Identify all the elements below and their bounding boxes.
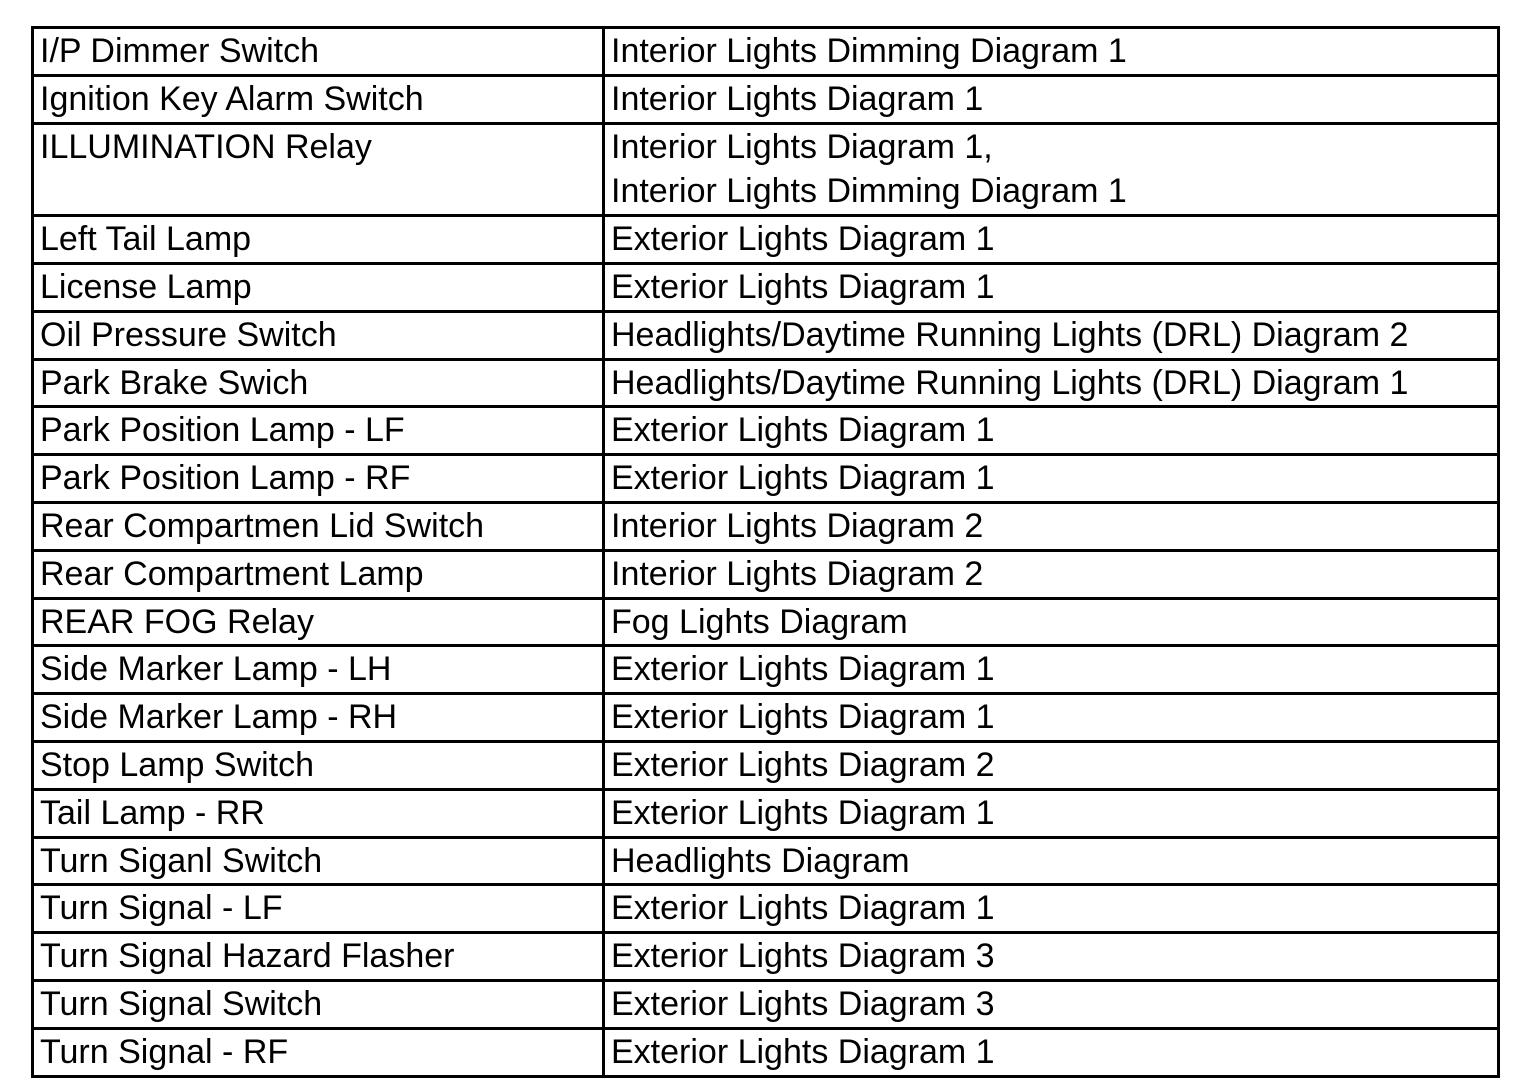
diagram-reference: Headlights Diagram	[611, 841, 910, 880]
diagram-cell	[604, 407, 1499, 455]
diagram-cell	[604, 216, 1499, 264]
diagram-reference: Interior Lights Diagram 1,	[611, 127, 993, 166]
table-row	[33, 741, 1499, 789]
table-row	[33, 885, 1499, 933]
component-index-table	[31, 26, 1500, 1078]
table-row	[33, 455, 1499, 503]
diagram-reference: Exterior Lights Diagram 3	[611, 984, 995, 1023]
table-row	[33, 359, 1499, 407]
diagram-cell	[604, 646, 1499, 694]
table-row	[33, 933, 1499, 981]
diagram-cell	[604, 123, 1499, 216]
table-row	[33, 123, 1499, 216]
diagram-cell	[604, 455, 1499, 503]
component-cell: REAR FOG Relay	[33, 598, 604, 646]
diagram-reference: Headlights/Daytime Running Lights (DRL) Diagram 2	[611, 315, 1409, 354]
table-row	[33, 263, 1499, 311]
diagram-reference: Exterior Lights Diagram 1	[611, 459, 995, 498]
diagram-reference: Exterior Lights Diagram 2	[611, 745, 995, 784]
diagram-cell	[604, 933, 1499, 981]
diagram-cell	[604, 741, 1499, 789]
diagram-cell	[604, 311, 1499, 359]
diagram-cell	[604, 502, 1499, 550]
component-cell: Park Brake Swich	[33, 359, 604, 407]
diagram-cell	[604, 789, 1499, 837]
diagram-reference: Headlights/Daytime Running Lights (DRL) Diagram 1	[611, 363, 1409, 402]
diagram-reference: Exterior Lights Diagram 1	[611, 1032, 995, 1071]
diagram-reference: Exterior Lights Diagram 3	[611, 937, 995, 976]
table-row	[33, 75, 1499, 123]
table-row	[33, 550, 1499, 598]
diagram-cell	[604, 1028, 1499, 1076]
component-cell: Park Position Lamp - RF	[33, 455, 604, 503]
table-row	[33, 407, 1499, 455]
table-row	[33, 216, 1499, 264]
component-cell: Left Tail Lamp	[33, 216, 604, 264]
table-row	[33, 598, 1499, 646]
component-cell: Oil Pressure Switch	[33, 311, 604, 359]
component-cell: Side Marker Lamp - LH	[33, 646, 604, 694]
component-cell: Turn Signal Switch	[33, 980, 604, 1028]
component-cell: Stop Lamp Switch	[33, 741, 604, 789]
table-row	[33, 311, 1499, 359]
diagram-reference: Interior Lights Dimming Diagram 1	[611, 172, 1127, 211]
table-row	[33, 28, 1499, 76]
diagram-cell	[604, 359, 1499, 407]
component-cell: ILLUMINATION Relay	[33, 123, 604, 216]
component-cell: Turn Signal - RF	[33, 1028, 604, 1076]
diagram-reference: Interior Lights Diagram 2	[611, 554, 984, 593]
component-cell: Rear Compartment Lamp	[33, 550, 604, 598]
diagram-cell	[604, 694, 1499, 742]
component-cell: Rear Compartmen Lid Switch	[33, 502, 604, 550]
diagram-reference: Fog Lights Diagram	[611, 602, 908, 641]
table-row	[33, 694, 1499, 742]
table-row	[33, 1028, 1499, 1076]
table-row	[33, 837, 1499, 885]
component-cell: Side Marker Lamp - RH	[33, 694, 604, 742]
component-cell: Tail Lamp - RR	[33, 789, 604, 837]
component-cell: Turn Signal Hazard Flasher	[33, 933, 604, 981]
diagram-cell	[604, 837, 1499, 885]
diagram-cell	[604, 598, 1499, 646]
table-row	[33, 980, 1499, 1028]
diagram-reference: Exterior Lights Diagram 1	[611, 698, 995, 737]
table-row	[33, 502, 1499, 550]
table-row	[33, 646, 1499, 694]
diagram-reference: Exterior Lights Diagram 1	[611, 267, 995, 306]
component-cell: I/P Dimmer Switch	[33, 28, 604, 76]
diagram-reference: Interior Lights Diagram 1	[611, 79, 984, 118]
component-cell: Ignition Key Alarm Switch	[33, 75, 604, 123]
diagram-reference: Interior Lights Dimming Diagram 1	[611, 32, 1127, 70]
diagram-cell	[604, 263, 1499, 311]
table-row	[33, 789, 1499, 837]
diagram-cell	[604, 28, 1499, 76]
component-cell: License Lamp	[33, 263, 604, 311]
component-cell: Turn Signal - LF	[33, 885, 604, 933]
diagram-cell	[604, 75, 1499, 123]
diagram-reference: Interior Lights Diagram 2	[611, 506, 984, 545]
component-cell: Park Position Lamp - LF	[33, 407, 604, 455]
diagram-cell	[604, 980, 1499, 1028]
diagram-reference: Exterior Lights Diagram 1	[611, 411, 995, 450]
diagram-cell	[604, 885, 1499, 933]
diagram-cell	[604, 550, 1499, 598]
component-cell: Turn Siganl Switch	[33, 837, 604, 885]
diagram-reference: Exterior Lights Diagram 1	[611, 220, 995, 259]
diagram-reference: Exterior Lights Diagram 1	[611, 793, 995, 832]
table-body	[33, 28, 1499, 1077]
diagram-reference: Exterior Lights Diagram 1	[611, 889, 995, 928]
diagram-reference: Exterior Lights Diagram 1	[611, 650, 995, 689]
